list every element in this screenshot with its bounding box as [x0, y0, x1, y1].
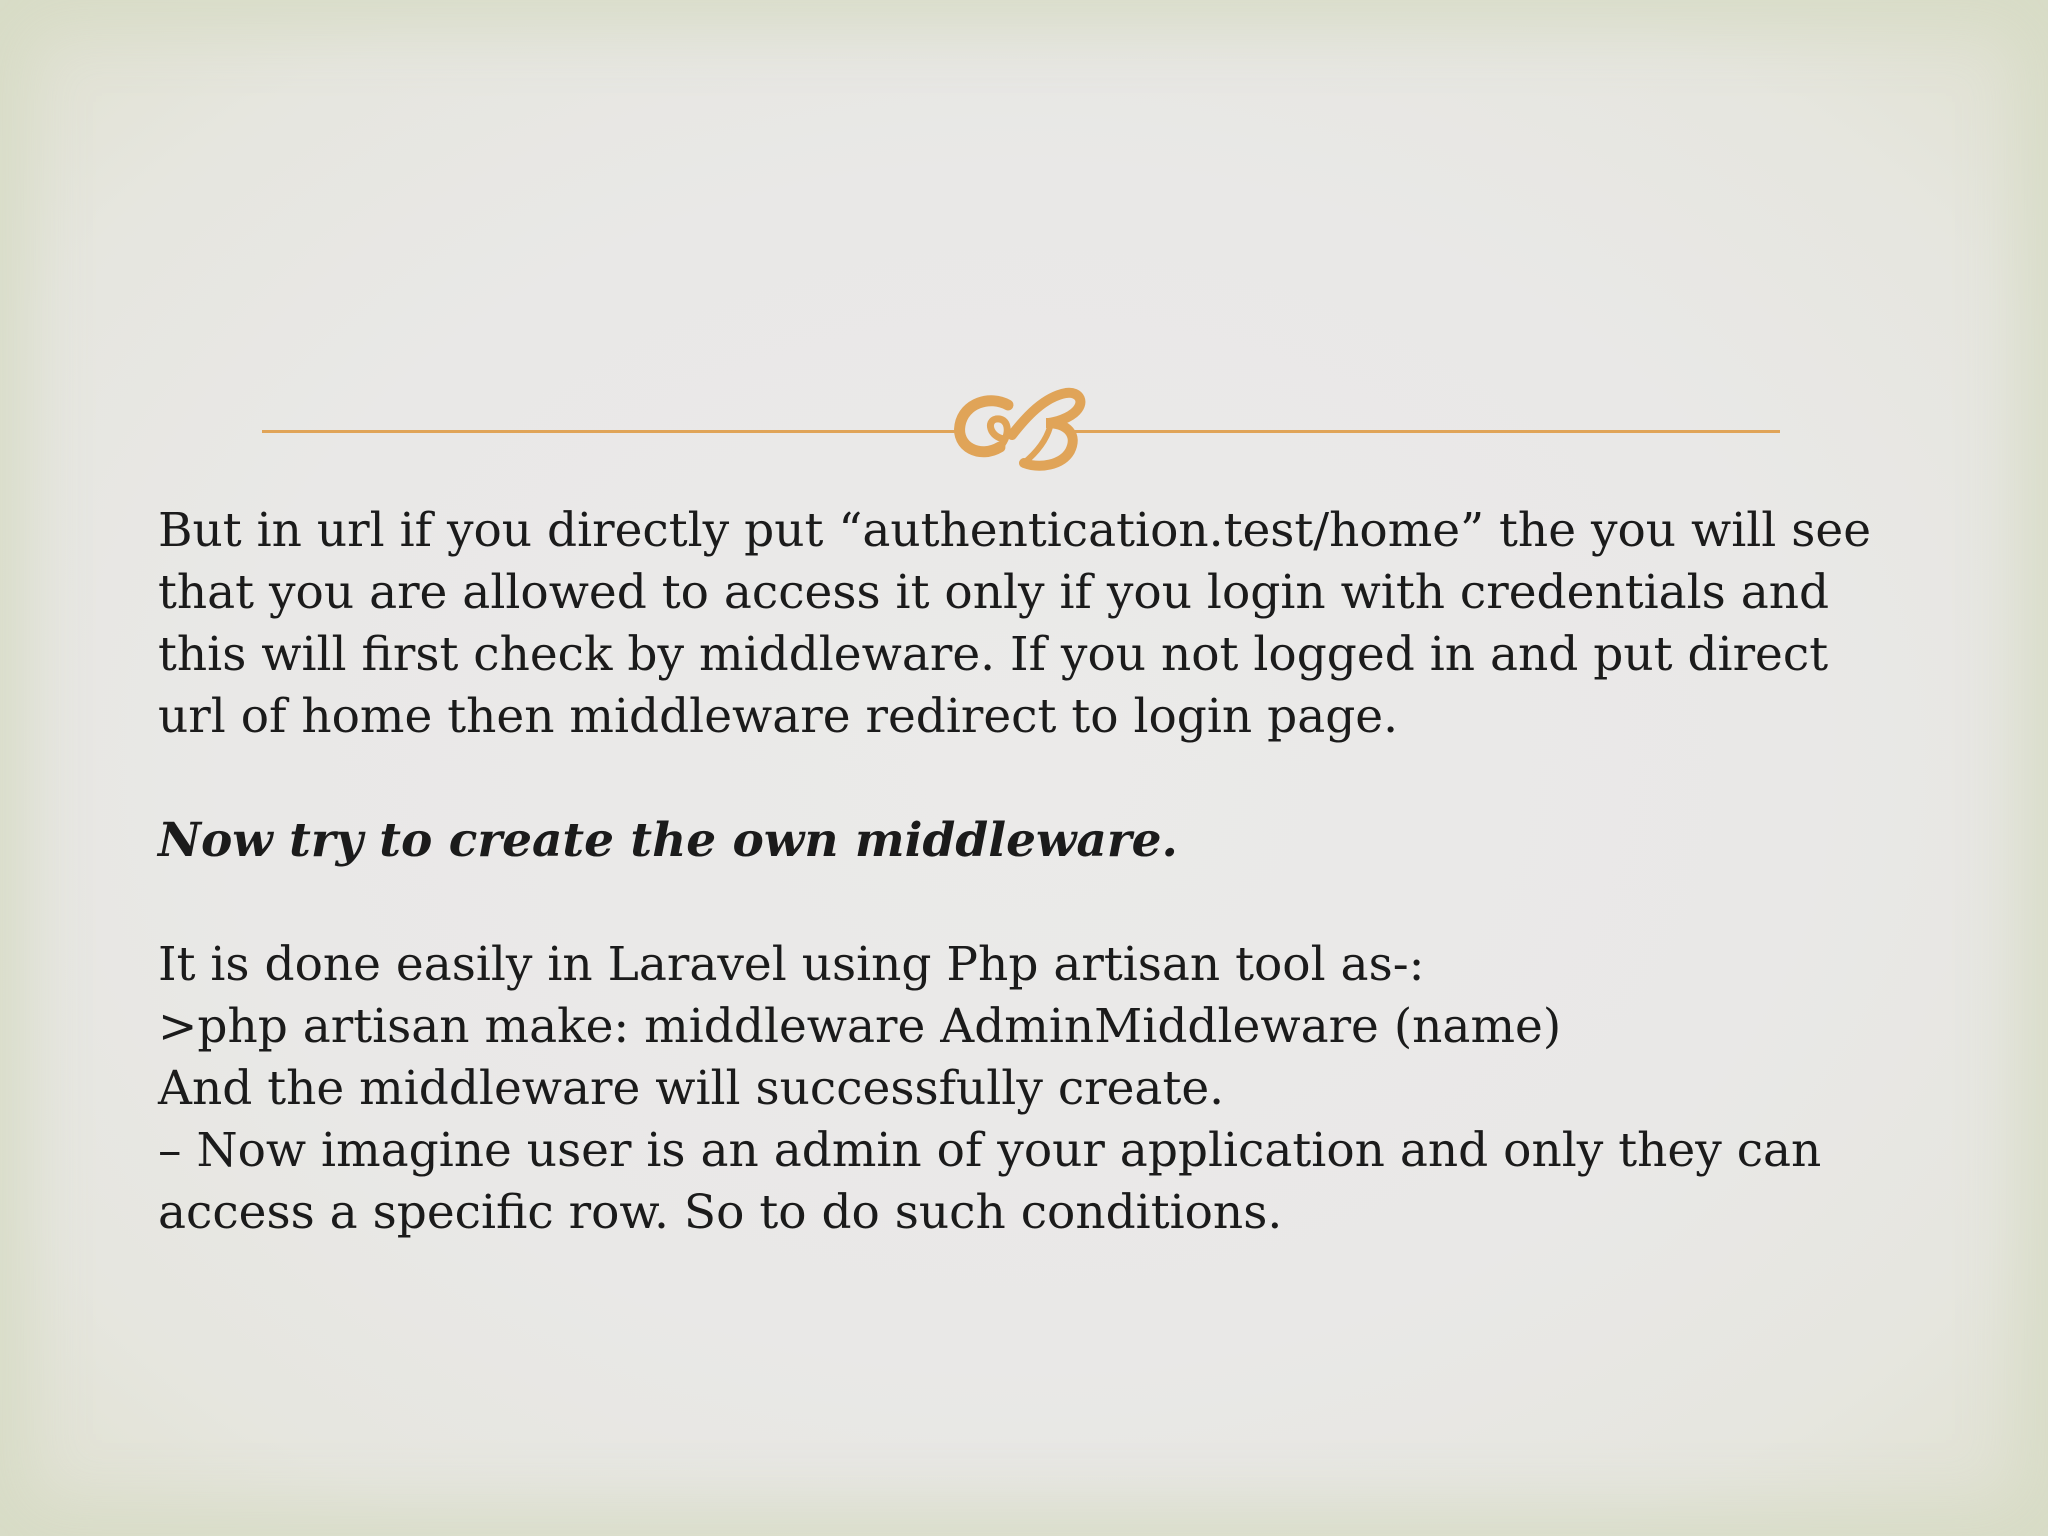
paragraph-intro: But in url if you directly put “authentication.test/home” the you will see that you are allowed to access it only if you login with credentials and this will first check by middleware. If you not logged in and put direct url of home then middleware redirect to login page. — [158, 503, 1872, 744]
divider-line-right — [1070, 430, 1780, 433]
command-line: >php artisan make: middleware AdminMiddleware (name) — [158, 999, 1562, 1054]
divider-line-left — [262, 430, 962, 433]
section-heading: Now try to create the own middleware. — [158, 813, 1178, 868]
text-line-4: – Now imagine user is an admin of your application and only they can access a specific row. So to do such conditions. — [158, 1123, 1822, 1240]
slide-body — [158, 500, 1878, 1244]
text-line-1: It is done easily in Laravel using Php artisan tool as-: — [158, 937, 1425, 992]
text-line-3: And the middleware will successfully create. — [158, 1061, 1225, 1116]
flourish-ornament-icon — [946, 377, 1096, 477]
